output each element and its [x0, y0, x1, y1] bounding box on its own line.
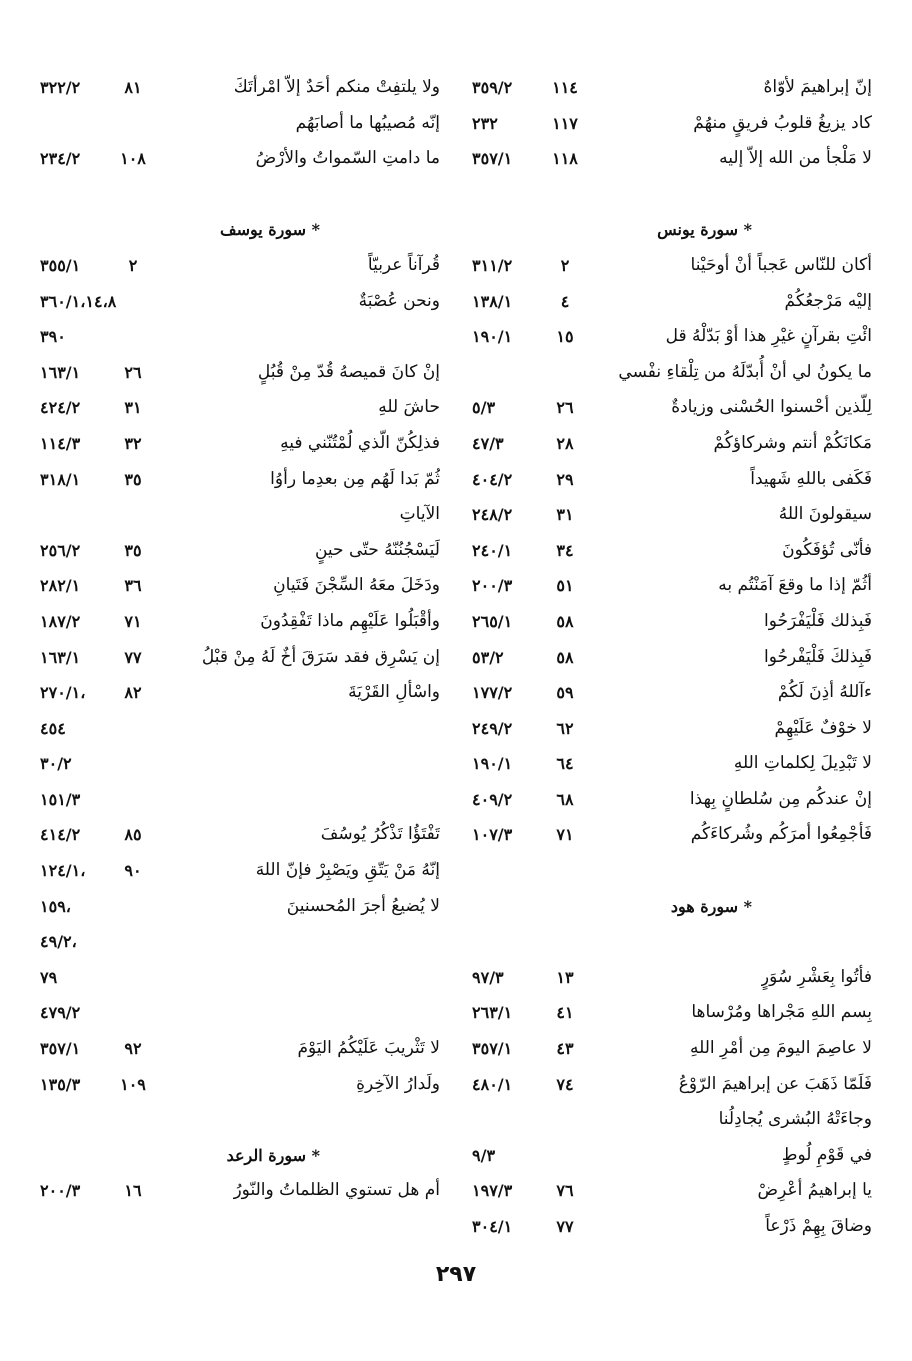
page-reference: ١٥١/٣	[40, 789, 81, 809]
page-reference: ١٦٣/١	[40, 647, 81, 667]
page-reference: ٣٠/٢	[40, 754, 72, 774]
verse-text: ودَخَلَ معَهُ السِّجْنَ فَتَيانِ	[273, 575, 440, 596]
verse-number: ٢٦	[556, 398, 574, 418]
index-entry	[472, 640, 872, 676]
verse-text: حاشَ للهِ	[378, 397, 440, 418]
right-column	[472, 70, 872, 1245]
page-reference: ٤٧/٣	[472, 433, 504, 453]
verse-text: سيقولونَ اللهُ	[778, 504, 872, 525]
page-reference: ١٥٩،	[40, 896, 71, 916]
verse-text: أم هل تستوي الظلماتُ والنّورُ	[233, 1180, 440, 1201]
verse-text: قُرآناً عربيّاً	[367, 254, 440, 275]
page-reference: ٣٢٢/٢	[40, 78, 81, 97]
page-reference: ٢٦٣/١	[472, 1003, 513, 1023]
page-reference: ٢٠٠/٣	[472, 576, 513, 596]
verse-number: ٧٤	[556, 1074, 574, 1094]
index-entry	[40, 390, 440, 426]
index-entry	[40, 106, 440, 142]
verse-text: ائْتِ بقرآنٍ غيْرِ هذا أوْ بَدّلْهُ قل	[665, 326, 872, 347]
surah-heading	[40, 1138, 440, 1174]
verse-text: ولَدارُ الآخِرةِ	[356, 1073, 440, 1094]
index-entry	[40, 675, 440, 711]
verse-number: ٣١	[124, 398, 142, 418]
verse-number: ٥٨	[556, 611, 574, 631]
verse-number: ١٥	[556, 327, 574, 347]
verse-number: ٤٣	[556, 1039, 574, 1059]
verse-text: لَيَسْجُنُنّهُ حتّى حينٍ	[314, 539, 440, 560]
index-entry	[40, 853, 440, 889]
verse-number: ٧٧	[556, 1217, 574, 1236]
page-reference: ٤٠٤/٢	[472, 469, 513, 489]
spacer	[472, 853, 872, 889]
index-entry	[472, 1138, 872, 1174]
page-reference: ١٩٠/١	[472, 754, 513, 774]
verse-number: ٤	[560, 291, 570, 311]
verse-number: ٣٦	[124, 576, 142, 596]
index-entry	[40, 284, 440, 320]
index-entry	[40, 141, 440, 177]
index-entry	[472, 497, 872, 533]
page-reference: ٣٥٧/١	[472, 1039, 513, 1059]
index-entry	[472, 1102, 872, 1138]
page-reference: ٩٧/٣	[472, 967, 504, 987]
verse-text: مَكانَكُمْ أنتم وشركاؤكُمْ	[713, 432, 872, 453]
verse-text: وجاءَتْهُ البُشرى يُجادِلُنا	[718, 1109, 872, 1130]
verse-number: ٨٢	[124, 683, 142, 703]
surah-title: * سورة يوسف	[220, 220, 320, 240]
verse-number: ٥٩	[556, 683, 574, 703]
verse-text: لا يُضيعُ أجرَ المُحسنينَ	[286, 895, 440, 916]
index-entry	[472, 711, 872, 747]
verse-text: إنّهُ مَنْ يَتّقِ ويَصْبِرْ فإنّ اللهَ	[255, 860, 440, 881]
verse-number: ٦٨	[556, 789, 574, 809]
page-reference: ٤٢٤/٢	[40, 398, 81, 418]
verse-text: تَفْتَؤُا تَذْكُرُ يُوسُفَ	[320, 824, 440, 845]
index-entry	[40, 889, 440, 925]
page-reference: ٤٧٩/٢	[40, 1003, 81, 1023]
page-reference: ١٧٧/٢	[472, 683, 513, 703]
page-reference: ٢٥٦/٢	[40, 540, 81, 560]
index-entry	[472, 248, 872, 284]
page-reference: ٣٥٧/١	[40, 1039, 81, 1059]
surah-title: * سورة الرعد	[226, 1145, 320, 1165]
verse-text: واسْألِ القَرْيَةَ	[348, 682, 440, 703]
index-entry	[472, 1067, 872, 1103]
spacer	[40, 177, 440, 213]
index-entry	[40, 533, 440, 569]
verse-text: إنّه مُصيبُها ما أصابَهُم	[295, 112, 440, 133]
verse-number: ٧٧	[124, 647, 142, 667]
verse-text: إنْ كانَ قميصهُ قُدّ مِنْ قُبُلٍ	[257, 361, 440, 382]
index-entry	[472, 1209, 872, 1245]
verse-number: ٧١	[124, 611, 142, 631]
page-reference: ٤١٤/٢	[40, 825, 81, 845]
index-entry	[472, 533, 872, 569]
index-entry	[472, 746, 872, 782]
verse-number: ٧٦	[556, 1181, 574, 1201]
verse-text: لا مَلْجأ من الله إلاّ إليه	[719, 148, 872, 169]
verse-number: ٣٤	[556, 540, 574, 560]
verse-number: ٨٥	[124, 825, 142, 845]
page-reference: ١٨٧/٢	[40, 611, 81, 631]
page-number: ٢٩٧	[435, 1262, 477, 1287]
page-reference: ١٠٧/٣	[472, 825, 513, 845]
index-entry	[472, 462, 872, 498]
index-entry	[40, 1067, 440, 1103]
page-reference: ٣٥٧/١	[472, 149, 513, 169]
verse-text: إنْ عندكُم مِن سُلطانٍ بِهذا	[689, 788, 872, 809]
verse-number: ٥١	[556, 576, 574, 596]
spacer	[40, 1102, 440, 1138]
verse-number: ١٠٨	[120, 149, 146, 169]
verse-number: ١٠٩	[120, 1074, 146, 1094]
index-entry	[40, 746, 440, 782]
page-reference: ٣١٨/١	[40, 469, 81, 489]
index-entry	[472, 426, 872, 462]
page-reference: ٢٤٠/١	[472, 540, 513, 560]
verse-number: ٢٦	[124, 362, 142, 382]
verse-number: ٢٩	[556, 469, 574, 489]
verse-number: ٩٠	[124, 861, 142, 881]
verse-number: ١٦	[124, 1181, 142, 1201]
verse-text: فَكَفى باللهِ شَهيداً	[750, 468, 872, 489]
verse-text: ونحن عُصْبَةٌ	[358, 290, 440, 311]
page-reference: ٥٣/٢	[472, 647, 504, 667]
index-entry	[40, 355, 440, 391]
verse-text: ثُمّ بَدا لَهُم مِن بعدِما رأوُا	[270, 468, 440, 489]
verse-text: لِلّذين أحْسنوا الحُسْنى وزيادةٌ	[671, 397, 872, 418]
verse-number: ٦٢	[556, 718, 574, 738]
index-entry	[472, 319, 872, 355]
verse-text: لا خوْفٌ عَلَيْهِمْ	[774, 717, 872, 738]
verse-number: ٦٤	[556, 754, 574, 774]
verse-text: في قَوْمِ لُوطٍ	[781, 1144, 872, 1165]
index-entry	[40, 1031, 440, 1067]
page-reference: ١٩٧/٣	[472, 1181, 513, 1201]
verse-text: ءآللهُ أذِنَ لَكُمْ	[777, 682, 872, 703]
page-reference: ٥/٣	[472, 398, 496, 418]
verse-text: ما يكونُ لي أنْ أُبدّلَهُ من تِلْقاءِ نفْسي	[618, 361, 872, 382]
index-entry	[40, 1173, 440, 1209]
index-entry	[472, 782, 872, 818]
surah-heading	[472, 889, 872, 925]
verse-text: فَأجْمِعُوا أمرَكُم وشُركاءَكُم	[690, 824, 872, 845]
page-reference: ١٣٥/٣	[40, 1074, 81, 1094]
page-reference: ٤٠٩/٢	[472, 789, 513, 809]
index-entry	[40, 995, 440, 1031]
verse-number: ٣١	[556, 505, 574, 525]
verse-text: فأنّى تُؤفَكُونَ	[782, 539, 872, 560]
index-entry	[472, 960, 872, 996]
verse-text: أكان للنّاس عَجباً أنْ أوحَيْنا	[690, 254, 872, 275]
index-entry	[40, 782, 440, 818]
page-reference: ٢٨٢/١	[40, 576, 81, 596]
verse-text: ولا يلتفِتْ منكم أحَدٌ إلاّ امْرأتَكَ	[233, 77, 440, 97]
verse-text: إليْه مَرْجعُكُمْ	[784, 290, 872, 311]
page-reference: ٢٦٥/١	[472, 611, 513, 631]
index-entry	[40, 604, 440, 640]
page-reference: ٢٠٠/٣	[40, 1181, 81, 1201]
page-reference: ٩/٣	[472, 1145, 496, 1165]
verse-number: ٣٥	[124, 540, 142, 560]
verse-text: فَبِذلكَ فَلْيَفْرحُوا	[764, 646, 872, 667]
index-entry	[472, 995, 872, 1031]
index-entry	[40, 426, 440, 462]
verse-number: ١١٧	[552, 113, 578, 133]
index-entry	[40, 568, 440, 604]
page-reference: ٣٠٤/١	[472, 1217, 513, 1236]
page-reference: ٢٣٤/٢	[40, 149, 81, 169]
verse-number: ١٣	[556, 967, 574, 987]
verse-number: ٧١	[556, 825, 574, 845]
surah-heading	[472, 212, 872, 248]
verse-number: ٩٢	[124, 1039, 142, 1059]
page-reference: ١٣٨/١	[472, 291, 513, 311]
index-entry	[40, 248, 440, 284]
verse-text: فذلِكُنّ الّذي لُمْتُنّني فيهِ	[280, 432, 440, 453]
index-entry	[40, 711, 440, 747]
verse-text: وضاقَ بِهِمْ ذَرْعاً	[765, 1216, 872, 1236]
index-entry	[40, 640, 440, 676]
verse-text: لا تَبْدِيلَ لِكلماتِ اللهِ	[733, 753, 872, 774]
verse-text: فَبِذلك فَلْيَفْرَحُوا	[764, 610, 872, 631]
index-entry	[40, 497, 440, 533]
index-entry	[40, 924, 440, 960]
verse-text: إن يَسْرِق فقد سَرَقَ أخٌ لَهُ مِنْ قبْلُ	[201, 646, 440, 667]
verse-text: فأتُوا بِعَشْرِ سُوَرٍ	[760, 966, 872, 987]
index-entry	[472, 675, 872, 711]
page-reference: ١٩٠/١	[472, 327, 513, 347]
verse-number: ١١٨	[552, 149, 578, 169]
index-entry	[472, 141, 872, 177]
index-entry	[40, 960, 440, 996]
page-reference: ٧٩	[40, 967, 58, 987]
verse-number: ٤١	[556, 1003, 574, 1023]
page-reference: ٤٥٤	[40, 718, 66, 738]
verse-text: فَلَمّا ذَهَبَ عن إبراهيمَ الرّوْعُ	[678, 1073, 872, 1094]
spacer	[472, 177, 872, 213]
index-entry	[472, 1031, 872, 1067]
index-entry	[472, 284, 872, 320]
verse-number: ٣٥	[124, 469, 142, 489]
verse-number: ٣٢	[124, 433, 142, 453]
verse-number: ٢	[560, 255, 570, 275]
verse-text: أثُمّ إذا ما وقعَ آمَنْتُم به	[718, 575, 872, 596]
page-reference: ٣٩٠	[40, 327, 66, 347]
surah-heading	[40, 212, 440, 248]
verse-text: إنّ إبراهيمَ لأوّاهٌ	[763, 77, 872, 97]
index-entry	[472, 106, 872, 142]
index-entry	[40, 70, 440, 106]
index-entry	[472, 70, 872, 106]
index-entry	[472, 817, 872, 853]
verse-text: الآياتِ	[399, 504, 440, 525]
page-reference: ٢٧٠/١،	[40, 683, 86, 703]
verse-text: لا تَثْريبَ عَلَيْكُمُ اليَوْمَ	[297, 1038, 440, 1059]
verse-number: ٥٨	[556, 647, 574, 667]
page-reference: ١٢٤/١،	[40, 861, 86, 881]
page-reference: ٢٣٢	[472, 113, 498, 133]
page-reference: ٤٨٠/١	[472, 1074, 513, 1094]
verse-number: ٨١	[124, 78, 142, 97]
verse-text: وأقْبَلُوا عَلَيْهِم ماذا تَفْقِدُونَ	[260, 610, 440, 631]
page-reference: ١١٤/٣	[40, 433, 81, 453]
page-reference: ٢٤٨/٢	[472, 505, 513, 525]
index-entry	[472, 604, 872, 640]
verse-number: ١١٤	[552, 78, 578, 97]
page-reference: ٣٥٥/١	[40, 255, 81, 275]
index-entry	[40, 462, 440, 498]
index-entry	[472, 568, 872, 604]
verse-text: كاد يزيغُ قلوبُ فريقٍ منهُمْ	[693, 112, 872, 133]
surah-title: * سورة يونس	[657, 220, 752, 240]
page-reference: ٤٩/٢،	[40, 932, 77, 952]
verse-text: بِسم اللهِ مَجْراها ومُرْساها	[691, 1002, 872, 1023]
page-reference: ٣٥٩/٢	[472, 78, 513, 97]
surah-title: * سورة هود	[670, 896, 752, 916]
index-page	[40, 70, 872, 1300]
page-reference: ٢٤٩/٢	[472, 718, 513, 738]
index-entry	[472, 390, 872, 426]
spacer	[472, 924, 872, 960]
verse-number: ٢٨	[556, 433, 574, 453]
verse-text: يا إبراهيمُ أعْرِضْ	[757, 1180, 872, 1201]
left-column	[40, 70, 440, 1209]
index-entry	[40, 319, 440, 355]
verse-text: ما دامتِ السّمواتُ والأرْضُ	[255, 148, 440, 169]
page-reference: ٣١١/٢	[472, 255, 513, 275]
verse-text: لا عاصِمَ اليومَ مِن أمْرِ اللهِ	[689, 1038, 872, 1059]
index-entry	[472, 355, 872, 391]
page-reference: ١٦٣/١	[40, 362, 81, 382]
page-reference: ٣٦٠/١،١٤،٨	[40, 291, 117, 311]
index-entry	[40, 817, 440, 853]
index-entry	[472, 1173, 872, 1209]
verse-number: ٢	[128, 255, 138, 275]
